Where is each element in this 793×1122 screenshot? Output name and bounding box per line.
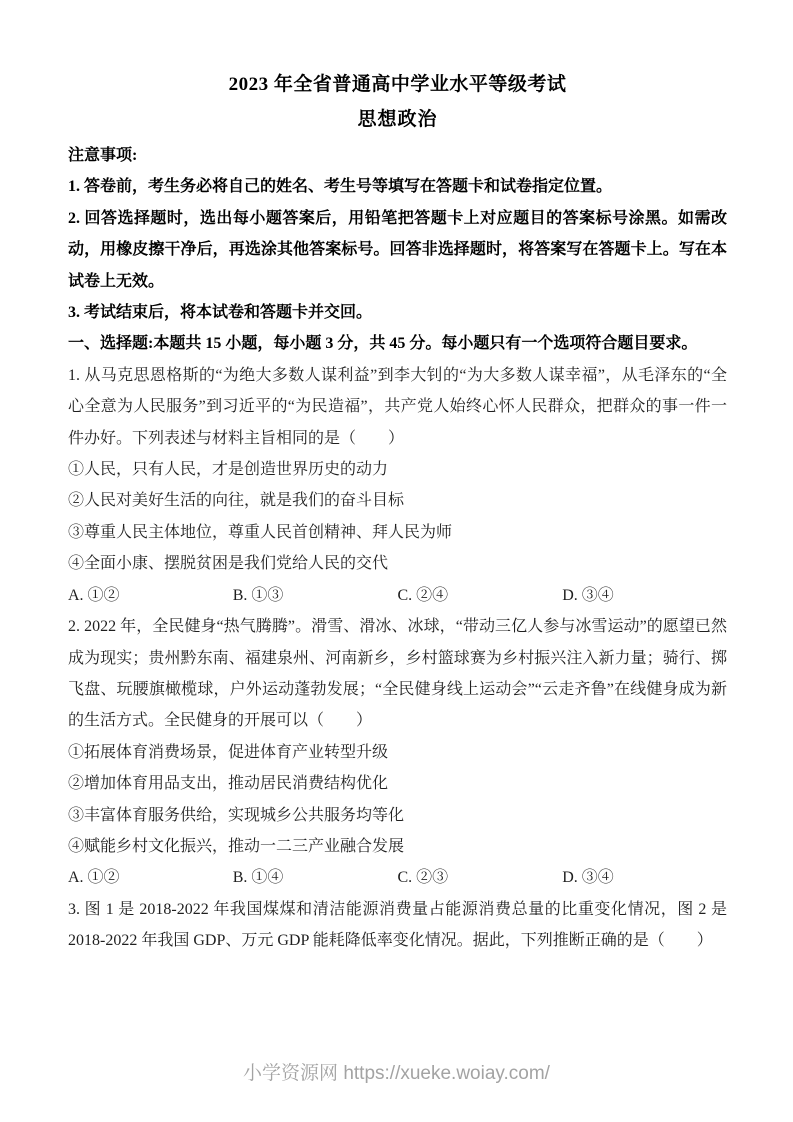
question-1 <box>68 360 727 611</box>
notice-item-1: 1. 答卷前，考生务必将自己的姓名、考生号等填写在答题卡和试卷指定位置。 <box>68 178 613 196</box>
question-1-statement-2: ②人民对美好生活的向往，就是我们的奋斗目标 <box>68 492 405 510</box>
question-1-option-b: B. ①③ <box>232 586 284 604</box>
question-2-option-a: A. ①② <box>68 869 120 887</box>
question-2-stem: 2. 2022 年，全民健身“热气腾腾”。滑雪、滑冰、冰球，“带动三亿人参与冰雪运动”的愿望已然成为现实；贵州黔东南、福建泉州、河南新乡，乡村篮球赛为乡村振兴注入新力量；骑行、掷飞盘、玩腰旗橄榄球，户外运动蓬勃发展；“全民健身线上运动会”“云走齐鲁”在线健身成为新的生活方式。全民健身的开展可以（ ） <box>68 618 727 730</box>
notice-item-3: 3. 考试结束后，将本试卷和答题卡并交回。 <box>68 304 373 322</box>
watermark-footer: 小学资源网 https://xueke.woiay.com/ <box>243 1063 550 1084</box>
question-3 <box>68 894 727 957</box>
question-3-stem: 3. 图 1 是 2018-2022 年我国煤煤和清洁能源消费量占能源消费总量的比重变化情况，图 2 是 2018-2022 年我国 GDP、万元 GDP 能耗降低率变化情况。据此，下列推断正确的是（ ） <box>68 900 727 950</box>
question-1-option-a: A. ①② <box>68 586 120 604</box>
question-2-option-c: C. ②③ <box>397 869 449 887</box>
document-body <box>68 70 727 957</box>
section-header-multiple-choice: 一、选择题:本题共 15 小题，每小题 3 分，共 45 分。每小题只有一个选项符合题目要求。 <box>68 335 698 353</box>
question-1-statement-3: ③尊重人民主体地位，尊重人民首创精神、拜人民为师 <box>68 523 453 541</box>
notice-heading: 注意事项: <box>68 147 138 164</box>
exam-content <box>68 140 727 957</box>
question-1-statement-1: ①人民，只有人民，才是创造世界历史的动力 <box>68 461 389 479</box>
question-1-option-d: D. ③④ <box>562 586 614 604</box>
question-2-options-row <box>68 862 727 893</box>
exam-title: 2023 年全省普通高中学业水平等级考试 <box>228 74 567 95</box>
question-1-stem: 1. 从马克思恩格斯的“为绝大多数人谋利益”到李大钊的“为大多数人谋幸福”，从毛泽东的“全心全意为人民服务”到习近平的“为民造福”，共产党人始终心怀人民群众，把群众的事一件一件办好。下列表述与材料主旨相同的是（ ） <box>68 366 727 447</box>
question-2-statement-1: ①拓展体育消费场景，促进体育产业转型升级 <box>68 743 389 761</box>
notice-item-2: 2. 回答选择题时，选出每小题答案后，用铅笔把答题卡上对应题目的答案标号涂黑。如需改动，用橡皮擦干净后，再选涂其他答案标号。回答非选择题时，将答案写在答题卡上。写在本试卷上无效。 <box>68 209 727 290</box>
question-2-statement-2: ②增加体育用品支出，推动居民消费结构优化 <box>68 775 389 793</box>
question-2-statement-3: ③丰富体育服务供给，实现城乡公共服务均等化 <box>68 806 405 824</box>
question-1-statement-4: ④全面小康、摆脱贫困是我们党给人民的交代 <box>68 555 389 573</box>
question-2-statement-4: ④赋能乡村文化振兴，推动一二三产业融合发展 <box>68 837 405 855</box>
question-2 <box>68 611 727 894</box>
question-2-option-b: B. ①④ <box>232 869 284 887</box>
question-2-option-d: D. ③④ <box>562 869 614 887</box>
question-1-option-c: C. ②④ <box>397 586 449 604</box>
question-1-options-row <box>68 580 727 611</box>
exam-subtitle: 思想政治 <box>357 109 438 130</box>
